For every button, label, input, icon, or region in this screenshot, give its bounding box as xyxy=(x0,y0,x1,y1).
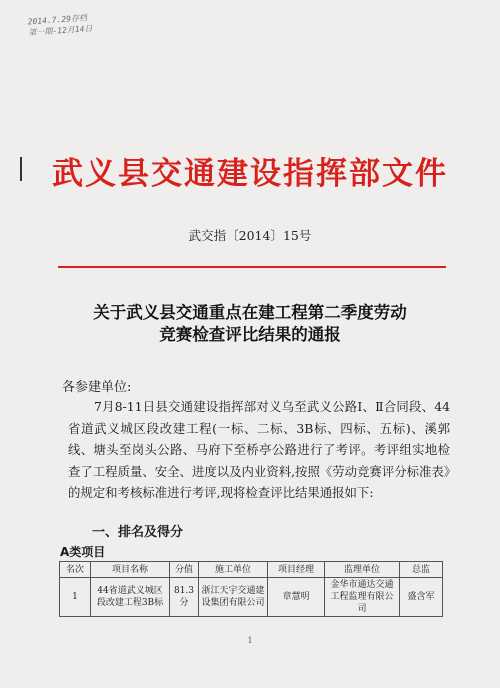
body-paragraph: 7月8-11日县交通建设指挥部对义乌至武义公路Ⅰ、Ⅱ合同段、44省道武义城区段改建工程(一标、二标、3B标、四标、五标)、溪郭线、塘头至岗头公路、马府下至桥亭公路进行了考评。考评组实地检查了工程质量、安全、进度以及内业资料,按照《劳动竞赛评分标准表》的规定和考核标准进行考评,现将检查评比结果通报如下: xyxy=(68,399,450,500)
salutation: 各参建单位: xyxy=(62,380,132,395)
table-cell: 金华市通达交通工程监理有限公司 xyxy=(325,578,400,617)
table-cell: 浙江天宇交通建设集团有限公司 xyxy=(199,578,268,617)
page-number: 1 xyxy=(247,636,253,645)
table-cell: 44省道武义城区段改建工程3B标 xyxy=(91,578,170,617)
column-header: 分值 xyxy=(170,562,199,578)
table-cell: 章慧明 xyxy=(268,578,325,617)
document-title xyxy=(40,302,460,346)
column-header: 项目名称 xyxy=(91,562,170,578)
document-masthead: 武义县交通建设指挥部文件 xyxy=(52,156,448,192)
column-header: 名次 xyxy=(60,562,91,578)
column-header: 项目经理 xyxy=(268,562,325,578)
column-header: 总监 xyxy=(400,562,443,578)
red-divider-line xyxy=(58,266,446,268)
title-line: 竞赛检查评比结果的通报 xyxy=(159,325,341,344)
table-header-row xyxy=(60,562,443,578)
column-header: 监理单位 xyxy=(325,562,400,578)
table-cell: 1 xyxy=(60,578,91,617)
section-heading: 一、排名及得分 xyxy=(92,525,184,540)
handwritten-note-line: 2014.7.29存档 xyxy=(27,13,88,27)
subsection-heading: A类项目 xyxy=(60,545,106,559)
title-line: 关于武义县交通重点在建工程第二季度劳动 xyxy=(93,303,407,322)
table-row xyxy=(60,578,443,617)
table-cell: 81.3分 xyxy=(170,578,199,617)
ranking-table xyxy=(59,561,443,617)
document-number: 武交指〔2014〕15号 xyxy=(188,228,312,243)
column-header: 施工单位 xyxy=(199,562,268,578)
handwritten-note xyxy=(27,12,98,39)
handwritten-note-line: 第一期-12月14日 xyxy=(28,23,93,38)
table-cell: 盛含军 xyxy=(400,578,443,617)
